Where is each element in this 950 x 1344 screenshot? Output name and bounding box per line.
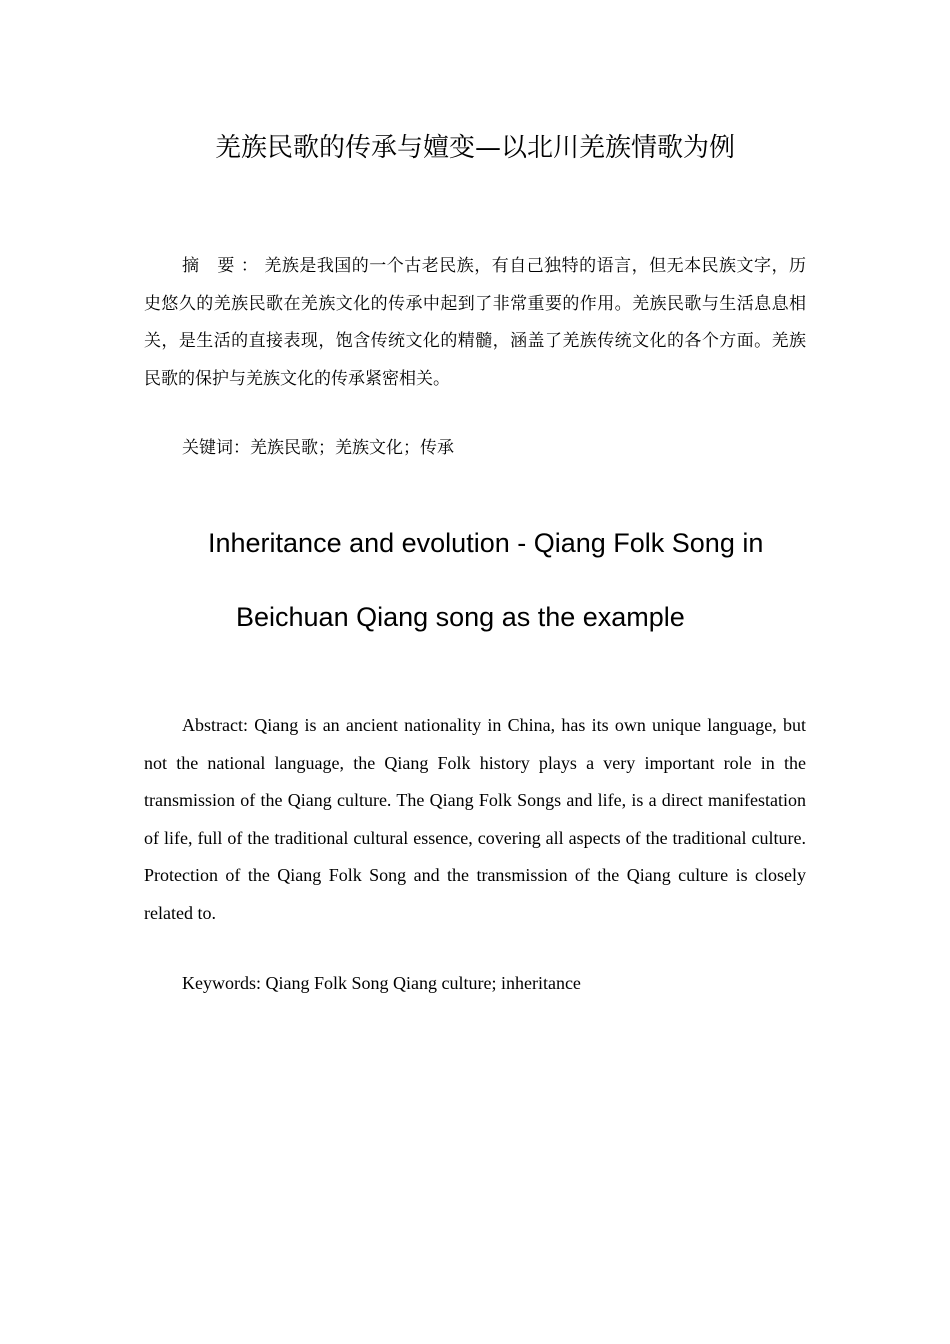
chinese-abstract	[144, 248, 806, 398]
english-keywords: Keywords: Qiang Folk Song Qiang culture; inheritance	[182, 973, 581, 993]
english-abstract: Abstract: Qiang is an ancient nationality in China, has its own unique language, but not the national language, the Qiang Folk history plays a very important role in the transmission of the Qiang culture. The Qiang Folk Songs and life, is a direct manifestation of life, full of the traditional cultural essence, covering all aspects of the traditional culture. Protection of the Qiang Folk Song and the transmission of the Qiang culture is closely related to.	[144, 715, 806, 923]
chinese-keywords: 关键词：羌族民歌；羌族文化；传承	[182, 438, 454, 458]
english-title	[100, 506, 906, 654]
chinese-title: 羌族民歌的传承与嬗变—以北川羌族情歌为例	[214, 133, 735, 163]
chinese-abstract-text: 羌族是我国的一个古老民族，有自己独特的语言，但无本民族文字，历史悠久的羌族民歌在羌族文化的传承中起到了非常重要的作用。羌族民歌与生活息息相关，是生活的直接表现，饱含传统文化的精髓，涵盖了羌族传统文化的各个方面。羌族民歌的保护与羌族文化的传承紧密相关。	[144, 256, 806, 389]
english-title-line-2: Beichuan Qiang song as the example	[236, 602, 685, 632]
chinese-abstract-label: 摘 要：	[182, 256, 265, 276]
english-title-line-1: Inheritance and evolution - Qiang Folk Song in	[208, 528, 764, 558]
